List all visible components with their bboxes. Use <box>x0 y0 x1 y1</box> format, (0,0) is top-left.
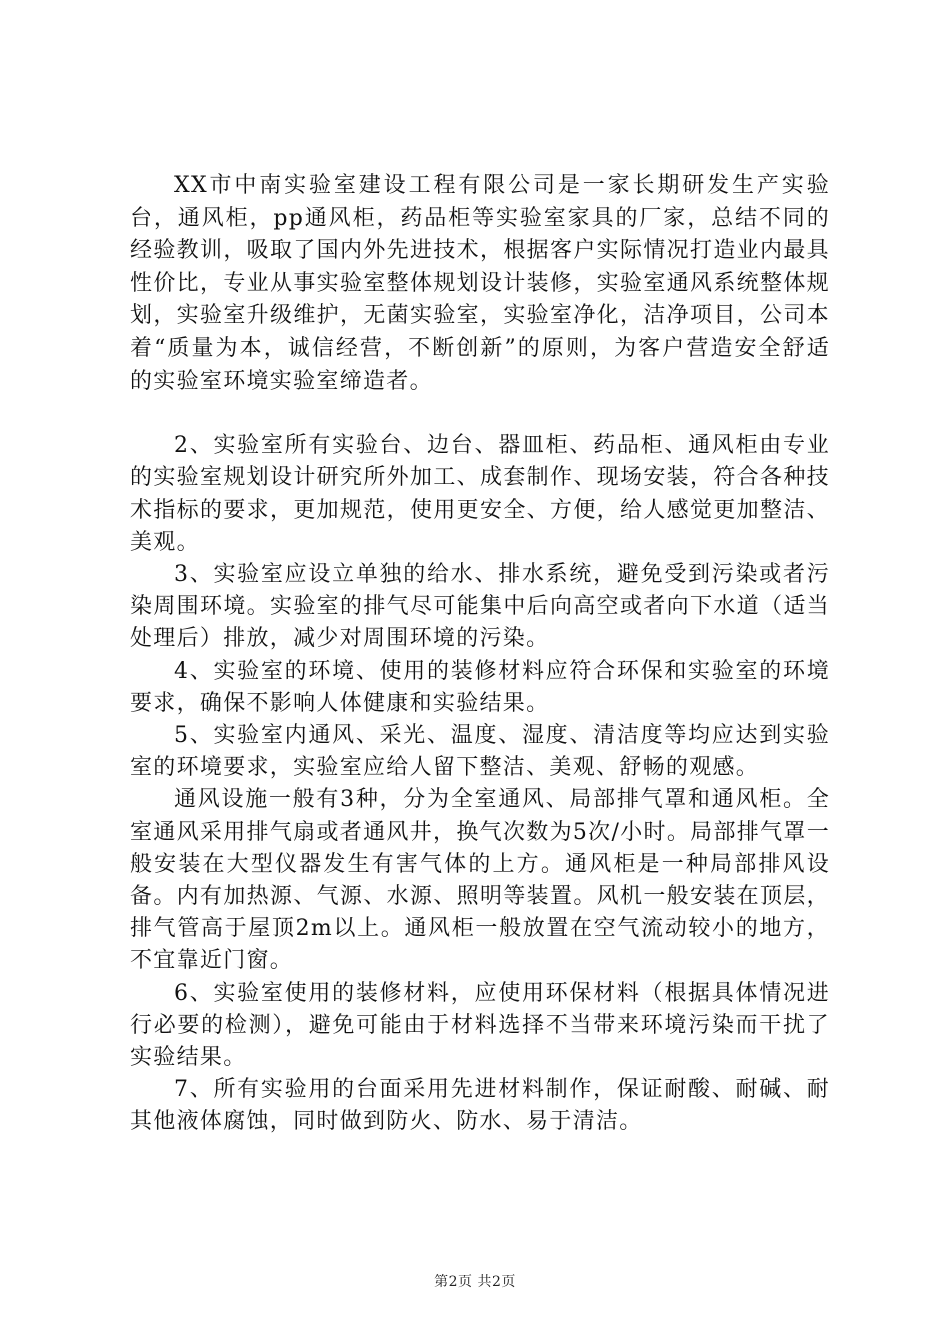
paragraph-item-6: 6、实验室使用的装修材料，应使用环保材料（根据具体情况进行必要的检测），避免可能由于材料选择不当带来环境污染而干扰了实验结果。 <box>130 980 830 1071</box>
page-footer: 第2页 共2页 <box>434 1274 516 1290</box>
paragraph-item-3: 3、实验室应设立单独的给水、排水系统，避免受到污染或者污染周围环境。实验室的排气尽可能集中后向高空或者向下水道（适当处理后）排放，减少对周围环境的污染。 <box>130 561 830 652</box>
paragraph-item-5: 5、实验室内通风、采光、温度、湿度、清洁度等均应达到实验室的环境要求，实验室应给人留下整洁、美观、舒畅的观感。 <box>130 722 830 781</box>
intro-paragraph: XX市中南实验室建设工程有限公司是一家长期研发生产实验台，通风柜，pp通风柜，药品柜等实验室家具的厂家，总结不同的经验教训，吸取了国内外先进技术，根据客户实际情况打造业内最具性价比，专业从事实验室整体规划设计装修，实验室通风系统整体规划，实验室升级维护，无菌实验室，实验室净化，洁净项目，公司本着“质量为本，诚信经营，不断创新”的原则，为客户营造安全舒适的实验室环境实验室缔造者。 <box>130 173 830 394</box>
paragraph-item-4: 4、实验室的环境、使用的装修材料应符合环保和实验室的环境要求，确保不影响人体健康和实验结果。 <box>130 658 830 716</box>
document-body <box>130 170 830 1139</box>
paragraph-item-7: 7、所有实验用的台面采用先进材料制作，保证耐酸、耐碱、耐其他液体腐蚀，同时做到防火、防水、易于清洁。 <box>130 1077 830 1135</box>
paragraph-item-2: 2、实验室所有实验台、边台、器皿柜、药品柜、通风柜由专业的实验室规划设计研究所外加工、成套制作、现场安装，符合各种技术指标的要求，更加规范，使用更安全、方便，给人感觉更加整洁、美观。 <box>130 433 830 555</box>
paragraph-ventilation: 通风设施一般有3种，分为全室通风、局部排气罩和通风柜。全室通风采用排气扇或者通风井，换气次数为5次/小时。局部排气罩一般安装在大型仪器发生有害气体的上方。通风柜是一种局部排风设备。内有加热源、气源、水源、照明等装置。风机一般安装在顶层，排气管高于屋顶2m以上。通风柜一般放置在空气流动较小的地方，不宜靠近门窗。 <box>130 787 830 974</box>
paragraph-spacer <box>130 398 830 430</box>
